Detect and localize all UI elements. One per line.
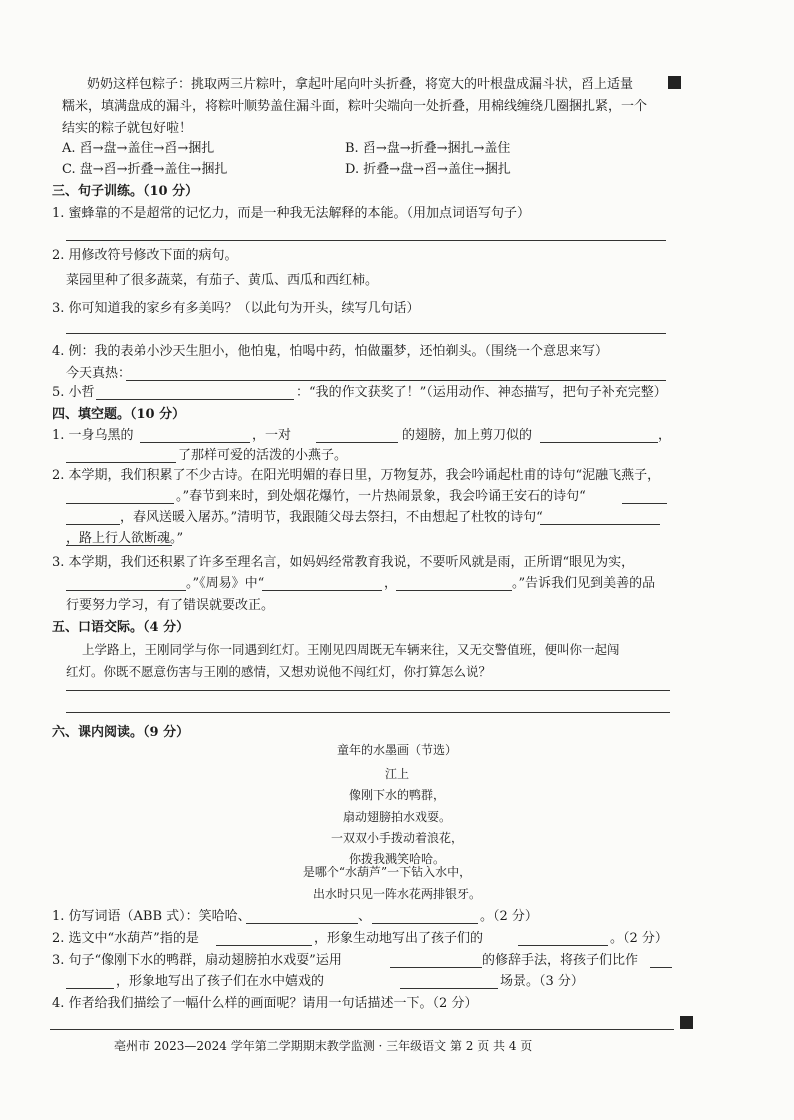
s4-q1-a: 1. 一身乌黑的	[52, 428, 134, 443]
s4-q2-b: 。”春节到来时，到处烟花爆竹，一片热闹景象，我会吟诵王安石的诗句“	[176, 489, 586, 504]
s4-q2-c: ，春风送暖入屠苏。”清明节，我跟随父母去祭扫，不由想起了杜牧的诗句“	[120, 510, 543, 525]
s4-q3-c: ，	[384, 576, 398, 591]
s4-q2-d: ，路上行人欲断魂。”	[66, 531, 184, 546]
blank[interactable]	[372, 923, 478, 924]
s5-text-2: 红灯。你既不愿意伤害与王刚的感情，又想劝说他不闯红灯，你打算怎么说？	[66, 664, 492, 679]
s6-q3-a: 3. 句子“像刚下水的鸭群，扇动翅膀拍水戏耍”运用	[52, 953, 342, 968]
s4-q1-b: ，一对	[252, 428, 292, 443]
option-b: B. 舀→盘→折叠→捆扎→盖住	[345, 141, 511, 156]
option-c: C. 盘→舀→折叠→盖住→捆扎	[62, 162, 228, 177]
s3-q5-end: ：“我的作文获奖了！”（运用动作、神态描写，把句子补充完整）	[296, 385, 667, 400]
answer-line[interactable]	[66, 712, 670, 713]
blank[interactable]	[216, 945, 312, 946]
poem-line: 扇动翅膀拍水戏耍。	[342, 810, 451, 824]
answer-line[interactable]	[66, 690, 670, 691]
s3-q2: 2. 用修改符号修改下面的病句。	[52, 248, 238, 263]
s4-q3-a: 3. 本学期，我们还积累了许多至理名言，如妈妈经常教育我说，不要听风就是雨，正所谓“眼见为实，	[52, 555, 635, 570]
s4-q1-e: 了那样可爱的活泼的小燕子。	[178, 448, 348, 463]
blank[interactable]	[396, 590, 512, 591]
blank[interactable]	[390, 967, 482, 968]
answer-line[interactable]	[96, 399, 294, 400]
s4-q2-a: 2. 本学期，我们积累了不少古诗。在阳光明媚的春日里，万物复苏，我会吟诵起杜甫的诗句“泥融飞燕子，	[52, 468, 661, 483]
blank[interactable]	[540, 442, 658, 443]
s3-q4: 4. 例：我的表弟小沙天生胆小，他怕鬼，怕喝中药，怕做噩梦，还怕剃头。（围绕一个意思来写）	[52, 344, 609, 359]
blank[interactable]	[400, 988, 498, 989]
poem-line: 你拨我溅笑哈哈。	[348, 852, 445, 866]
answer-line[interactable]	[50, 1029, 674, 1030]
blank[interactable]	[66, 590, 186, 591]
passage-line-3: 结实的粽子就包好啦！	[62, 121, 193, 136]
s6-q3-b: 的修辞手法，将孩子们比作	[482, 953, 639, 968]
blank[interactable]	[246, 923, 358, 924]
blank[interactable]	[540, 524, 660, 525]
s6-q2-b: ，形象生动地写出了孩子们的	[314, 931, 484, 946]
answer-line[interactable]	[66, 333, 666, 334]
blank[interactable]	[262, 590, 382, 591]
section-4-title: 四、填空题。（10 分）	[52, 407, 186, 422]
s6-q1-a: 1. 仿写词语（ABB 式）：笑哈哈、	[52, 909, 251, 924]
blank[interactable]	[66, 503, 174, 504]
s3-q1: 1. 蜜蜂靠的不是超常的记忆力，而是一种我无法解释的本能。（用加点词语写句子）	[52, 206, 531, 221]
poem-subtitle: 江上	[384, 767, 409, 781]
s3-q5-start: 5. 小哲	[52, 385, 95, 400]
section-3-title: 三、句子训练。（10 分）	[52, 184, 199, 199]
s4-q1-d: ，	[658, 428, 672, 443]
poem-line: 是哪个“水葫芦”一下钻入水中，	[302, 865, 472, 879]
s6-q4: 4. 作者给我们描绘了一幅什么样的画面呢？请用一句话描述一下。（2 分）	[52, 996, 478, 1011]
section-5-title: 五、口语交际。（4 分）	[52, 620, 190, 635]
s6-q2-a: 2. 选文中“水葫芦”指的是	[52, 931, 199, 946]
poem-line: 出水时只见一阵水花两排银牙。	[312, 887, 481, 901]
blank[interactable]	[518, 945, 608, 946]
blank[interactable]	[66, 988, 114, 989]
blank[interactable]	[622, 503, 667, 504]
s6-q1-c: 。（2 分）	[480, 909, 538, 924]
registration-mark-top	[668, 76, 681, 89]
s5-text-1: 上学路上，王刚同学与你一同遇到红灯。王刚见四周既无车辆来往，又无交警值班，便叫你一起闯	[82, 642, 620, 657]
passage-line-1: 奶奶这样包粽子：挑取两三片粽叶，拿起叶尾向叶头折叠，将宽大的叶根盘成漏斗状，舀上适量	[87, 77, 634, 92]
s4-q3-d: 。”告诉我们见到美善的品	[512, 576, 656, 591]
option-d: D. 折叠→盘→舀→盖住→捆扎	[345, 162, 511, 177]
answer-line[interactable]	[66, 240, 666, 241]
s3-q2-sentence: 菜园里种了很多蔬菜，有茄子、黄瓜、西瓜和西红柿。	[66, 273, 379, 288]
blank[interactable]	[66, 462, 176, 463]
s4-q1-c: 的翅膀，加上剪刀似的	[402, 428, 533, 443]
s6-q3-c: ，形象地写出了孩子们在水中嬉戏的	[116, 974, 325, 989]
s4-q3-b: 。”《周易》中“	[186, 576, 265, 591]
blank[interactable]	[650, 967, 672, 968]
poem-line: 一双双小手拨动着浪花，	[330, 831, 463, 845]
passage-line-2: 糯米，填满盘成的漏斗，将粽叶顺势盖住漏斗面，粽叶尖端向一处折叠，用棉线缠绕几圈捆扎紧，一个	[62, 99, 648, 114]
page-footer: 亳州市 2023—2024 学年第二学期期末教学监测 · 三年级语文 第 2 页 共 4 页	[114, 1039, 533, 1053]
s6-q2-c: 。（2 分）	[610, 931, 668, 946]
option-a: A. 舀→盘→盖住→舀→捆扎	[62, 141, 215, 156]
s4-q3-e: 行要努力学习，有了错误就要改正。	[66, 598, 275, 613]
poem-line: 像刚下水的鸭群，	[348, 788, 445, 802]
blank[interactable]	[316, 442, 398, 443]
blank[interactable]	[140, 442, 250, 443]
answer-line[interactable]	[126, 380, 666, 381]
s3-q4-start: 今天真热：	[66, 366, 132, 381]
poem-title: 童年的水墨画（节选）	[336, 743, 457, 757]
s6-q1-b: 、	[358, 909, 372, 924]
s3-q3: 3. 你可知道我的家乡有多美吗？（以此句为开头，续写几句话）	[52, 301, 420, 316]
registration-mark-bottom	[680, 1016, 693, 1029]
section-6-title: 六、课内阅读。（9 分）	[52, 725, 190, 740]
s6-q3-d: 场景。（3 分）	[500, 974, 584, 989]
blank[interactable]	[66, 524, 120, 525]
